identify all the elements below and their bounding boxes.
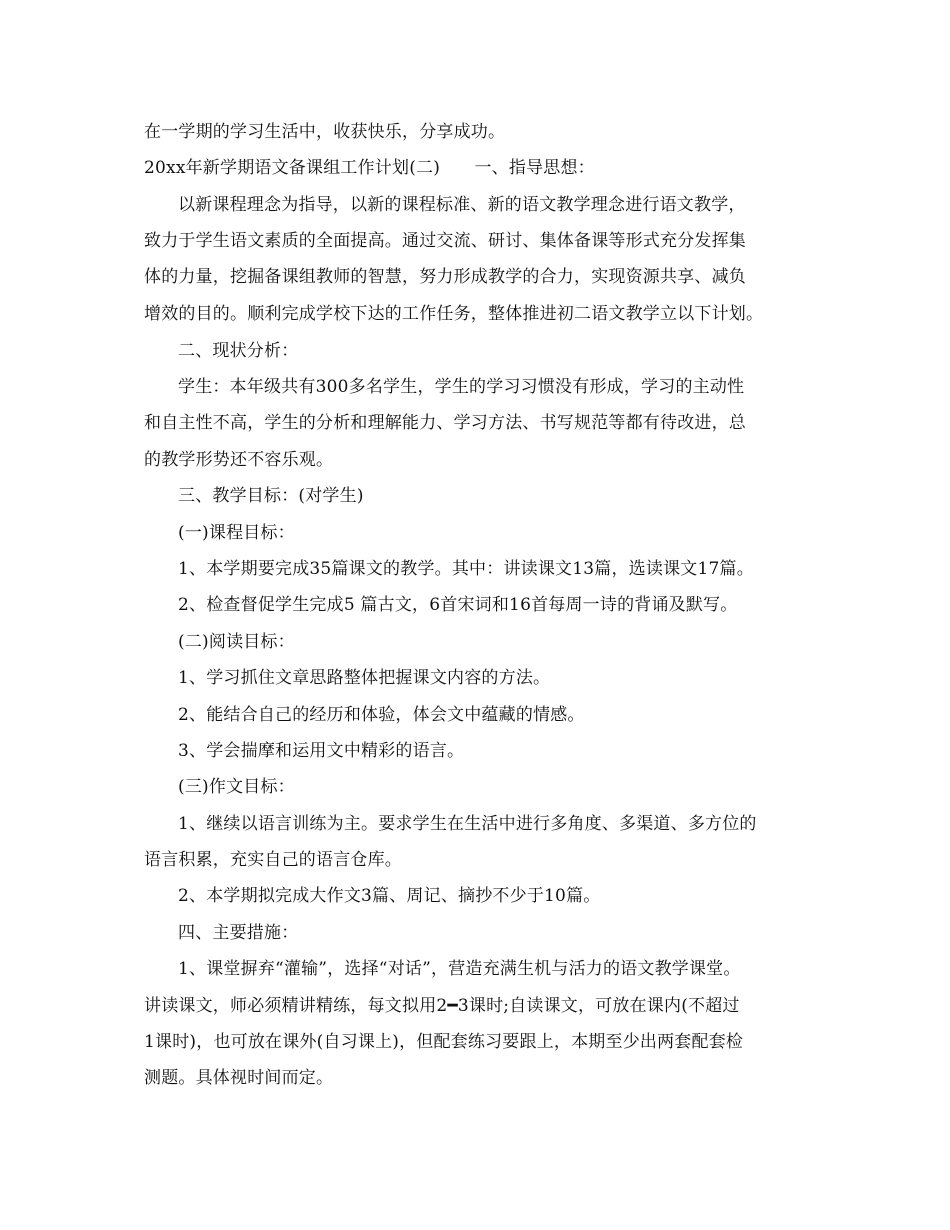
paragraph-line: 学生：本年级共有300多名学生，学生的学习习惯没有形成，学习的主动性 <box>178 377 745 397</box>
paragraph-line: 在一学期的学习生活中，收获快乐，分享成功。 <box>144 122 506 142</box>
subsection-heading: (一)课程目标： <box>178 523 295 543</box>
section-heading: 三、教学目标：(对学生) <box>178 486 364 506</box>
paragraph-line: 语言积累，充实自己的语言仓库。 <box>144 850 402 870</box>
paragraph-line: 的教学形势还不容乐观。 <box>144 450 334 470</box>
list-item: 3、学会揣摩和运用文中精彩的语言。 <box>178 741 465 761</box>
list-item: 2、检查督促学生完成5 篇古文，6首宋词和16首每周一诗的背诵及默写。 <box>178 595 738 615</box>
section-heading: 二、现状分析： <box>178 341 299 361</box>
paragraph-line: 增效的目的。顺利完成学校下达的工作任务，整体推进初二语文教学立以下计划。 <box>144 304 764 324</box>
paragraph-line: 体的力量，挖掘备课组教师的智慧，努力形成教学的合力，实现资源共享、减负 <box>144 267 746 287</box>
list-item: 2、本学期拟完成大作文3篇、周记、摘抄不少于10篇。 <box>178 886 601 906</box>
subsection-heading: (三)作文目标： <box>178 777 295 797</box>
heading-line: 20xx年新学期语文备课组工作计划(二) 一、指导思想： <box>144 158 595 178</box>
paragraph-line: 讲读课文，师必须精讲精练，每文拟用2━3课时;自读课文，可放在课内(不超过 <box>144 996 740 1016</box>
list-item: 1、本学期要完成35篇课文的教学。其中：讲读课文13篇，选读课文17篇。 <box>178 559 754 579</box>
list-item: 1、学习抓住文章思路整体把握课文内容的方法。 <box>178 668 551 688</box>
section-heading: 四、主要措施： <box>178 923 299 943</box>
list-item: 2、能结合自己的经历和体验，体会文中蕴藏的情感。 <box>178 705 585 725</box>
paragraph-line: 以新课程理念为指导，以新的课程标准、新的语文教学理念进行语文教学， <box>178 195 746 215</box>
paragraph-line: 和自主性不高，学生的分析和理解能力、学习方法、书写规范等都有待改进，总 <box>144 413 746 433</box>
list-item: 1、课堂摒弃“灌输”，选择“对话”，营造充满生机与活力的语文教学课堂。 <box>178 959 741 979</box>
list-item: 1、继续以语言训练为主。要求学生在生活中进行多角度、多渠道、多方位的 <box>178 814 757 834</box>
paragraph-line: 1课时)，也可放在课外(自习课上)，但配套练习要跟上，本期至少出两套配套检 <box>144 1032 744 1052</box>
paragraph-line: 测题。具体视时间而定。 <box>144 1068 334 1088</box>
subsection-heading: (二)阅读目标： <box>178 632 295 652</box>
paragraph-line: 致力于学生语文素质的全面提高。通过交流、研讨、集体备课等形式充分发挥集 <box>144 231 746 251</box>
